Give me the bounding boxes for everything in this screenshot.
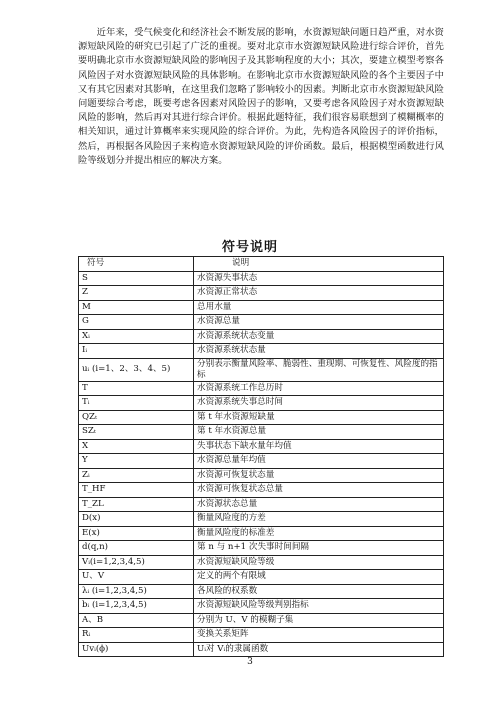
symbol-cell: M (79, 300, 194, 315)
description-cell: 水资源系统工作总历时 (194, 381, 444, 396)
table-row (79, 454, 444, 469)
symbol-cell: Uvᵢ(ϕ) (79, 642, 194, 657)
description-cell: 定义的两个有限域 (194, 570, 444, 585)
table-row (79, 599, 444, 614)
table-row (79, 628, 444, 643)
symbol-cell: QZₜ (79, 410, 194, 425)
description-cell: 衡量风险度的标准差 (194, 526, 444, 541)
description-cell: 水资源可恢复状态总量 (194, 483, 444, 498)
symbol-cell: X (79, 439, 194, 454)
description-cell: 衡量风险度的方差 (194, 512, 444, 527)
table-row (79, 358, 444, 381)
description-cell: 水资源短缺风险等级 (194, 555, 444, 570)
header-symbol: 符号 (79, 257, 194, 272)
symbol-cell: G (79, 315, 194, 330)
table-row (79, 584, 444, 599)
description-cell: 水资源总量年均值 (194, 454, 444, 469)
table-row (79, 512, 444, 527)
description-cell: 水资源失事状态 (194, 271, 444, 286)
description-cell: 失事状态下缺水量年均值 (194, 439, 444, 454)
table-row (79, 439, 444, 454)
table-row (79, 425, 444, 440)
symbol-cell: Y (79, 454, 194, 469)
description-cell: Uᵢ对 Vᵢ的隶属函数 (194, 642, 444, 657)
description-cell: 水资源系统状态变量 (194, 329, 444, 344)
description-cell: 分别为 U、V 的模糊子集 (194, 613, 444, 628)
symbol-cell: Rᵢ (79, 628, 194, 643)
symbol-cell: S (79, 271, 194, 286)
header-description: 说明 (194, 257, 444, 272)
symbol-cell: T_ZL (79, 497, 194, 512)
symbol-cell: U、V (79, 570, 194, 585)
table-row (79, 526, 444, 541)
table-row (79, 329, 444, 344)
table-row (79, 286, 444, 301)
table-row (79, 468, 444, 483)
symbol-cell: Tᵢ (79, 396, 194, 411)
table-row (79, 410, 444, 425)
symbol-cell: SZₜ (79, 425, 194, 440)
description-cell: 水资源总量 (194, 315, 444, 330)
symbol-cell: bᵢ (i=1,2,3,4,5) (79, 599, 194, 614)
description-cell: 第 n 与 n+1 次失事时间间隔 (194, 541, 444, 556)
description-cell: 第 t 年水资源总量 (194, 425, 444, 440)
table-row (79, 555, 444, 570)
symbol-cell: uᵢ (i=1、2、3、4、5) (79, 358, 194, 381)
symbol-cell: A、B (79, 613, 194, 628)
symbol-cell: Xᵢ (79, 329, 194, 344)
symbol-cell: E(x) (79, 526, 194, 541)
section-title: 符号说明 (221, 240, 278, 255)
table-row (79, 541, 444, 556)
symbol-cell: λᵢ (i=1,2,3,4,5) (79, 584, 194, 599)
symbol-cell: D(x) (79, 512, 194, 527)
table-row (79, 300, 444, 315)
intro-paragraph: 近年来，受气候变化和经济社会不断发展的影响，水资源短缺问题日趋严重，对水资源短缺风险的研究已引起了广泛的重视。要对北京市水资源短缺风险进行综合评价，首先要明确北京市水资源短缺风险的影响因子及其影响程度的大小；其次，要建立模型考察各风险因子对水资源短缺风险的具体影响。在影响北京市水资源短缺风险的各个主要因子中又有其它因素对其影响，在这里我们忽略了影响较小的因素。判断北京市水资源短缺风险问题要综合考虑，既要考虑各因素对风险因子的影响，又要考虑各风险因子对水资源短缺风险的影响，然后再对其进行综合评价。根据此题特征，我们很容易联想到了模糊概率的相关知识，通过计算概率来实现风险的综合评价。为此，先构造各风险因子的评价指标，然后，再根据各风险因子来构造水资源短缺风险的评价函数。最后，根据模型函数进行风险等级划分并提出相应的解决方案。 (78, 27, 444, 166)
table-row (79, 344, 444, 359)
symbol-table (78, 256, 444, 657)
description-cell: 各风险的权系数 (194, 584, 444, 599)
symbol-cell: T (79, 381, 194, 396)
table-row (79, 642, 444, 657)
description-cell: 水资源正常状态 (194, 286, 444, 301)
table-row (79, 315, 444, 330)
description-cell: 水资源可恢复状态量 (194, 468, 444, 483)
description-cell: 分别表示衡量风险率、脆弱性、重现期、可恢复性、风险度的指标 (194, 358, 444, 381)
symbol-cell: Iᵢ (79, 344, 194, 359)
description-cell: 总用水量 (194, 300, 444, 315)
description-cell: 水资源系统状态量 (194, 344, 444, 359)
description-cell: 水资源短缺风险等级判别指标 (194, 599, 444, 614)
description-cell: 变换关系矩阵 (194, 628, 444, 643)
table-row (79, 381, 444, 396)
description-cell: 水资源系统失事总时间 (194, 396, 444, 411)
symbol-cell: T_HF (79, 483, 194, 498)
description-cell: 第 t 年水资源短缺量 (194, 410, 444, 425)
page-number: 3 (247, 657, 253, 667)
table-row (79, 396, 444, 411)
description-cell: 水资源状态总量 (194, 497, 444, 512)
symbol-cell: Zᵢ (79, 468, 194, 483)
table-row (79, 497, 444, 512)
table-row (79, 613, 444, 628)
table-row (79, 570, 444, 585)
table-header-row (79, 257, 444, 272)
symbol-cell: Vᵢ(i=1,2,3,4,5) (79, 555, 194, 570)
symbol-cell: Z (79, 286, 194, 301)
symbol-cell: d(q,n) (79, 541, 194, 556)
table-row (79, 271, 444, 286)
table-row (79, 483, 444, 498)
